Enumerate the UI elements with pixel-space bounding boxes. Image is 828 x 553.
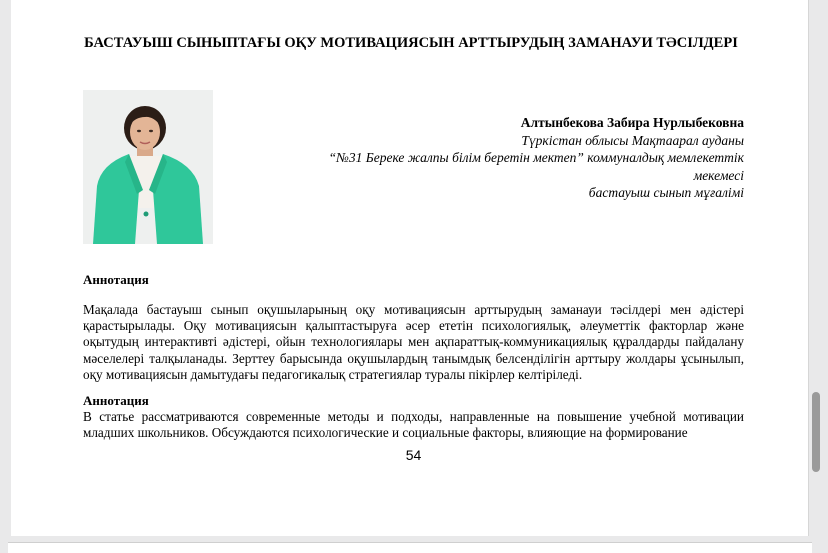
document-title: БАСТАУЫШ СЫНЫПТАҒЫ ОҚУ МОТИВАЦИЯСЫН АРТТЫРУДЫҢ ЗАМАНАУИ ТӘСІЛДЕРІ [84, 35, 738, 51]
annotation-kz-heading: Аннотация [83, 272, 149, 287]
author-position: бастауыш сынып мұғалімі [588, 185, 744, 200]
document-page [11, 0, 809, 536]
annotation-kz-text: Мақалада бастауыш сынып оқушыларының оқу мотивациясын арттырудың заманауи тәсілдері мен әдістері қарастырылады. Оқу мотивациясын қалыптастыруға әсер ететін психологиялық, әлеуметтік факторлар және оқытудың интерактивті әдістері, ойын технологиялары мен ақпараттық-коммуникациялық құралдарды пайдалану мәселелері талқыланады. Зерттеу барысында оқушылардың танымдық белсенділігін арттыру жолдары ұсынылып, оқу мотивациясын дамытудағы педагогикалық стратегиялар туралы пікірлер келтіріледі. [83, 302, 744, 382]
author-photo [83, 90, 213, 244]
author-school-cont: мекемесі [693, 167, 744, 183]
author-info [261, 114, 744, 202]
author-portrait-image [83, 90, 213, 244]
vertical-scrollbar[interactable] [812, 392, 820, 472]
annotation-ru-text: В статье рассматриваются современные методы и подходы, направленные на повышение учебной мотивации младших школьников. Обсуждаются психологические и социальные факторы, влияющие на формирование [83, 409, 744, 441]
page-number: 54 [405, 447, 422, 463]
author-region: Түркістан облысы Мақтаарал ауданы [521, 132, 744, 148]
author-school: “№31 Береке жалпы білім беретін мектеп” коммуналдық мемлекеттік [328, 150, 744, 165]
annotation-ru-heading: Аннотация [83, 393, 149, 408]
author-name: Алтынбекова Забира Нурлыбековна [520, 115, 744, 130]
